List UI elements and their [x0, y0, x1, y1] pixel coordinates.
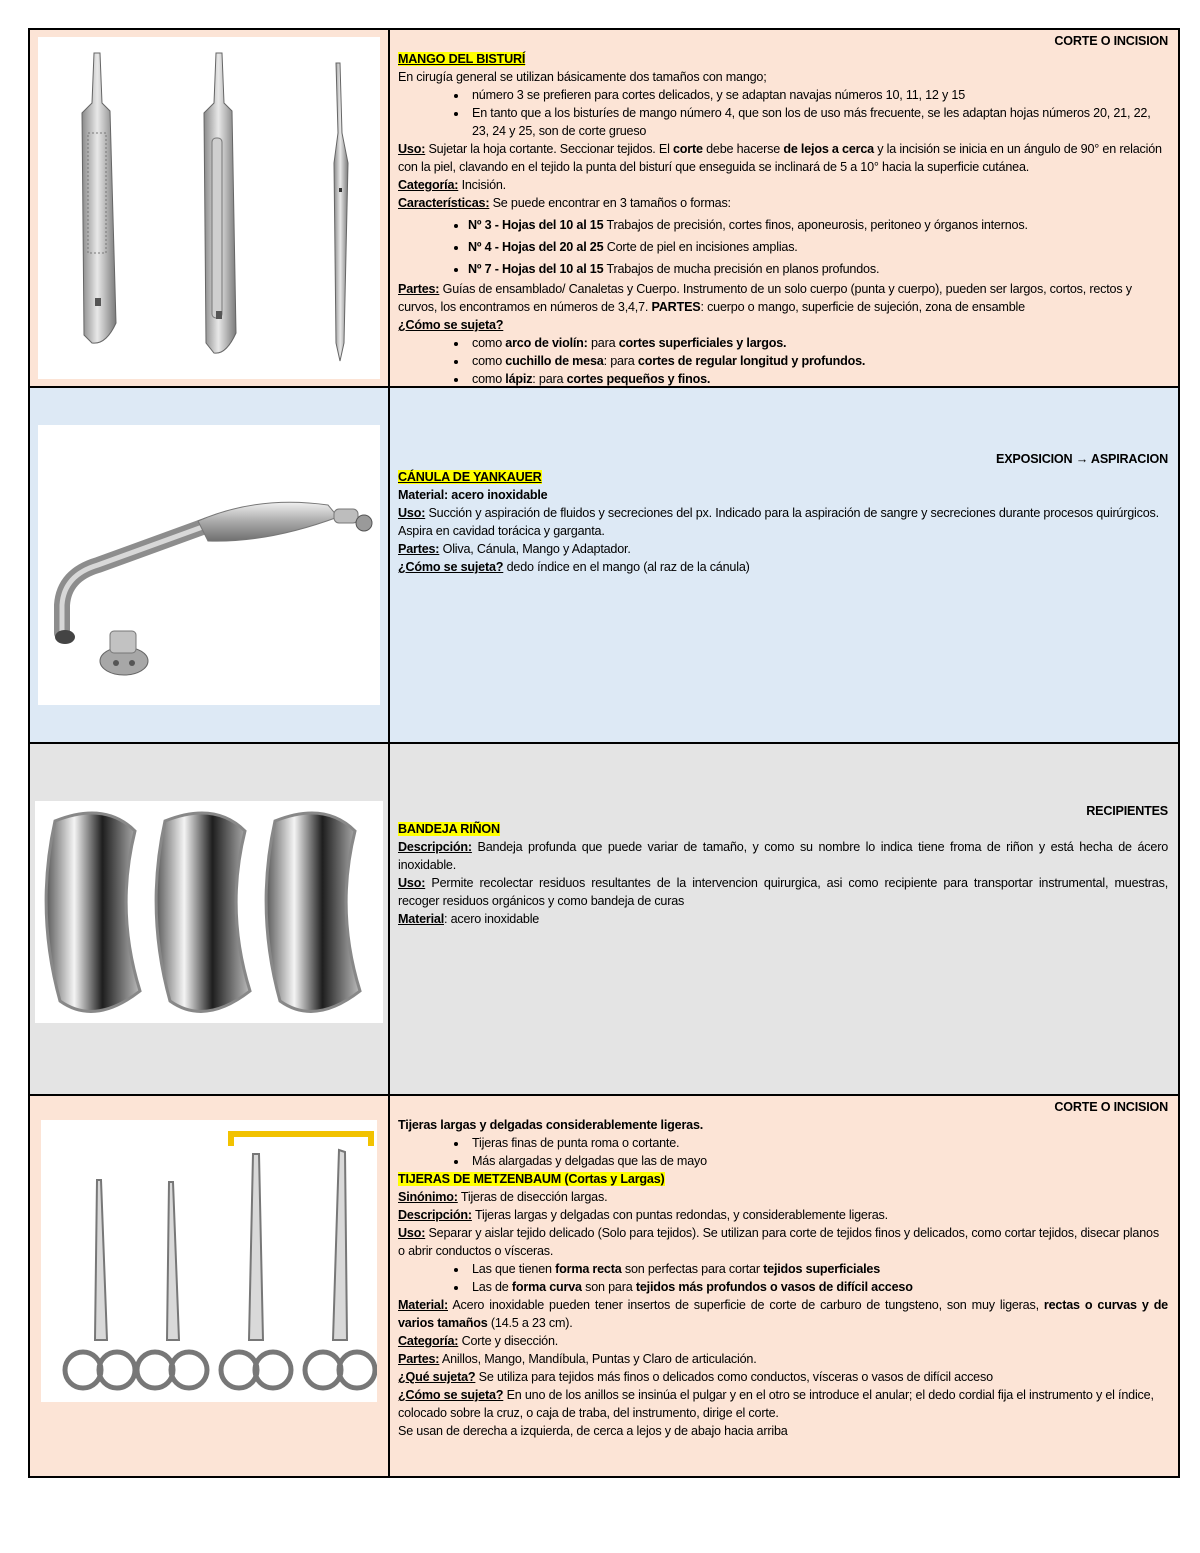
como-label: ¿Cómo se sujeta?	[398, 318, 504, 332]
grip-text: como	[472, 336, 506, 350]
categoria-paragraph	[398, 1332, 1168, 1350]
row-canula-yankauer	[30, 388, 1178, 744]
intro-text: En cirugía general se utilizan básicamente dos tamaños con mango;	[398, 70, 767, 84]
descripcion-text: Bandeja profunda que puede variar de tamaño, y como su nombre lo indica tiene froma de riñon y está hecha de ácero inoxidable.	[398, 840, 1168, 872]
lead-list	[398, 1134, 1168, 1170]
row-tijeras-metzenbaum	[30, 1096, 1178, 1476]
instrument-title: BANDEJA RIÑON	[398, 822, 500, 836]
grip-text: como	[472, 354, 506, 368]
que-sujeta-paragraph	[398, 1368, 1168, 1386]
list-item	[468, 260, 1168, 278]
categoria-text: Incisión.	[458, 178, 506, 192]
text-cell	[390, 1096, 1178, 1476]
image-cell	[30, 30, 390, 386]
grips-list	[398, 334, 1168, 388]
intro-list	[398, 86, 1168, 140]
descripcion-paragraph	[398, 1206, 1168, 1224]
grip-text: como	[472, 372, 506, 386]
uso-text: debe hacerse	[702, 142, 784, 156]
material-paragraph	[398, 910, 1168, 928]
size-text: Corte de piel en incisiones amplias.	[603, 240, 798, 254]
grip-text: : para	[603, 354, 638, 368]
size-bold: Nº 4 - Hojas del 20 al 25	[468, 240, 604, 254]
que-sujeta-label: ¿Qué sujeta?	[398, 1370, 476, 1384]
descripcion-label: Descripción:	[398, 1208, 472, 1222]
partes-paragraph	[398, 280, 1168, 316]
partes-label: Partes:	[398, 1352, 440, 1366]
sinonimo-paragraph	[398, 1188, 1168, 1206]
kidney-trays-image	[35, 801, 383, 1023]
grip-text: para	[587, 336, 619, 350]
uso-label: Uso:	[398, 876, 426, 890]
image-cell	[30, 744, 390, 1094]
list-item	[468, 238, 1168, 256]
sinonimo-label: Sinónimo:	[398, 1190, 458, 1204]
form-bold: forma recta	[555, 1262, 622, 1276]
partes-text: Guías de ensamblado/ Canaletas y Cuerpo. Instrumento de un solo cuerpo (punta y cuerpo), pueden ser largos, cortos, rectos y curvos, los encontramos en números de 3,4,7.	[398, 282, 1132, 314]
form-text: Las que tienen	[472, 1262, 556, 1276]
size-text: Trabajos de mucha precisión en planos profundos.	[603, 262, 880, 276]
uso-paragraph	[398, 874, 1168, 910]
uso-label: Uso:	[398, 506, 426, 520]
yankauer-illustration	[38, 425, 380, 705]
row-bandeja-rinon	[30, 744, 1178, 1096]
material-label: Material	[398, 912, 444, 926]
uso-paragraph	[398, 504, 1168, 522]
material-label: Material:	[398, 1298, 448, 1312]
lead-text: Tijeras largas y delgadas considerablemente ligeras.	[398, 1118, 704, 1132]
form-text: son perfectas para cortar	[621, 1262, 764, 1276]
material-text: : acero inoxidable	[444, 912, 540, 926]
scalpel-handles-image	[38, 37, 380, 379]
instrument-title: MANGO DEL BISTURÍ	[398, 52, 526, 66]
categoria-paragraph	[398, 176, 1168, 194]
grip-bold: arco de violín:	[505, 336, 588, 350]
uso-text: Separar y aislar tejido delicado (Solo para tejidos). Se utilizan para corte de tejidos finos y delicados, como cortar tejidos, disecar planos o abrir conductos o vísceras.	[398, 1226, 1159, 1258]
como-label: ¿Cómo se sujeta?	[398, 1388, 504, 1402]
como-paragraph	[398, 558, 1168, 576]
que-sujeta-text: Se utiliza para tejidos más finos o delicados como conductos, vísceras o vasos de difícil acceso	[475, 1370, 993, 1384]
final-text: Se usan de derecha a izquierda, de cerca a lejos y de abajo hacia arriba	[398, 1424, 788, 1438]
size-text: Trabajos de precisión, cortes finos, aponeurosis, peritoneo y órganos internos.	[603, 218, 1028, 232]
categoria-label: Categoría:	[398, 1334, 459, 1348]
form-text: Las de	[472, 1280, 512, 1294]
scalpel-handles-illustration	[44, 43, 374, 373]
partes-text: : cuerpo o mango, superficie de sujeción, zona de ensamble	[700, 300, 1025, 314]
list-item: • Más alargadas y delgadas que las de mayo	[468, 1152, 1168, 1170]
partes-bold: PARTES	[651, 300, 701, 314]
category-label: RECIPIENTES	[1086, 804, 1168, 818]
instrument-title: CÁNULA DE YANKAUER	[398, 470, 542, 484]
uso-text: Succión y aspiración de fluidos y secreciones del px. Indicado para la aspiración de sangre y secreciones durante procesos quirúrgicos.	[425, 506, 1159, 520]
categoria-label: Categoría:	[398, 178, 459, 192]
text-cell	[390, 388, 1178, 742]
partes-text: Oliva, Cánula, Mango y Adaptador.	[439, 542, 631, 556]
metzenbaum-illustration	[41, 1120, 377, 1402]
uso-text: Sujetar la hoja cortante. Seccionar tejidos. El	[425, 142, 673, 156]
partes-paragraph	[398, 540, 1168, 558]
instrument-table	[28, 28, 1180, 1478]
sinonimo-text: Tijeras de disección largas.	[457, 1190, 608, 1204]
forms-list	[398, 1260, 1168, 1296]
form-bold: tejidos superficiales	[763, 1262, 881, 1276]
partes-paragraph	[398, 1350, 1168, 1368]
grip-bold: cortes de regular longitud y profundos.	[637, 354, 866, 368]
image-cell	[30, 1096, 390, 1476]
material-text: Material: acero inoxidable	[398, 488, 548, 502]
list-item	[468, 216, 1168, 234]
uso-bold: de lejos a cerca	[783, 142, 874, 156]
como-paragraph	[398, 1386, 1168, 1422]
uso-bold: corte	[673, 142, 703, 156]
material-paragraph	[398, 1296, 1168, 1332]
descripcion-label: Descripción:	[398, 840, 472, 854]
grip-bold: cortes superficiales y largos.	[618, 336, 787, 350]
uso-text: Permite recolectar residuos resultantes de la intervencion quirurgica, asi como recipiente para transportar instrumental, muestras, recoger residuos orgánicos y como bandeja de curas	[398, 876, 1168, 908]
row-mango-bisturi	[30, 30, 1178, 388]
category-label: EXPOSICION → ASPIRACION	[996, 452, 1168, 466]
metzenbaum-image	[41, 1120, 377, 1402]
grip-bold: lápiz	[505, 372, 533, 386]
grip-bold: cortes pequeños y finos.	[566, 372, 711, 386]
list-item: • Tijeras finas de punta roma o cortante.	[468, 1134, 1168, 1152]
list-item	[468, 352, 1168, 370]
aspira-text: Aspira en cavidad torácica y garganta.	[398, 524, 605, 538]
como-text: En uno de los anillos se insinúa el pulgar y en el otro se introduce el anular; el dedo cordial fija el instrumento y el índice, colocado sobre la cruz, o caja de traba, del instrumento, dirige el corte.	[398, 1388, 1154, 1420]
list-item	[468, 1260, 1168, 1278]
uso-paragraph	[398, 1224, 1168, 1260]
size-bold: Nº 3 - Hojas del 10 al 15	[468, 218, 604, 232]
categoria-text: Corte y disección.	[458, 1334, 559, 1348]
uso-text: y la incisión se inicia en un ángulo de 90° en relación con la piel, clavando en el tejido la punta del bisturí que enseguida se inclinará de 5 a 10° hacia la superficie cutánea.	[398, 142, 1162, 174]
text-cell	[390, 30, 1178, 386]
image-cell	[30, 388, 390, 742]
instrument-title: TIJERAS DE METZENBAUM (Cortas y Largas)	[398, 1172, 665, 1186]
list-item: • número 3 se prefieren para cortes delicados, y se adaptan navajas números 10, 11, 12 y 15	[468, 86, 1168, 104]
uso-label: Uso:	[398, 142, 426, 156]
form-text: son para	[581, 1280, 636, 1294]
kidney-trays-illustration	[35, 801, 383, 1023]
grip-bold: cuchillo de mesa	[505, 354, 604, 368]
caracteristicas-label: Características:	[398, 196, 490, 210]
caracteristicas-paragraph	[398, 194, 1168, 212]
como-text: dedo índice en el mango (al raz de la cánula)	[503, 560, 750, 574]
category-label: CORTE O INCISION	[1054, 34, 1168, 48]
material-text: (14.5 a 23 cm).	[487, 1316, 573, 1330]
list-item	[468, 334, 1168, 352]
caracteristicas-text: Se puede encontrar en 3 tamaños o formas:	[489, 196, 731, 210]
form-bold: forma curva	[511, 1280, 582, 1294]
yankauer-image	[38, 425, 380, 705]
list-item	[468, 370, 1168, 388]
como-label: ¿Cómo se sujeta?	[398, 560, 504, 574]
descripcion-text: Tijeras largas y delgadas con puntas redondas, y considerablemente ligeras.	[471, 1208, 888, 1222]
grip-text: : para	[532, 372, 567, 386]
uso-label: Uso:	[398, 1226, 426, 1240]
list-item: • En tanto que a los bisturíes de mango número 4, que son los de uso más frecuente, se les adaptan hojas números 20, 21, 22, 23, 24 y 25, son de corte grueso	[468, 104, 1168, 140]
text-cell	[390, 744, 1178, 1094]
uso-paragraph	[398, 140, 1168, 176]
category-label: CORTE O INCISION	[1054, 1100, 1168, 1114]
partes-label: Partes:	[398, 282, 440, 296]
partes-label: Partes:	[398, 542, 440, 556]
list-item	[468, 1278, 1168, 1296]
material-text: Acero inoxidable pueden tener insertos de superficie de corte de carburo de tungsteno, son muy ligeras,	[448, 1298, 1044, 1312]
size-bold: Nº 7 - Hojas del 10 al 15	[468, 262, 604, 276]
sizes-list	[398, 216, 1168, 278]
partes-text: Anillos, Mango, Mandíbula, Puntas y Claro de articulación.	[439, 1352, 757, 1366]
material-bold: rectas o curvas y de varios tamaños	[398, 1298, 1168, 1330]
form-bold: tejidos más profundos o vasos de difícil acceso	[635, 1280, 913, 1294]
descripcion-paragraph	[398, 838, 1168, 874]
